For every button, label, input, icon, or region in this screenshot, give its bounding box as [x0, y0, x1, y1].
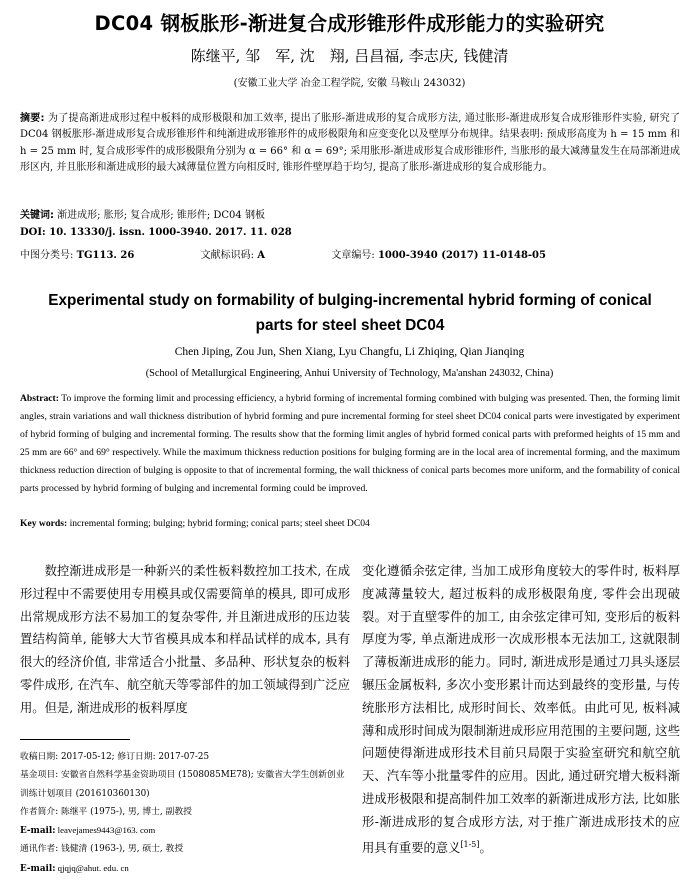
english-affiliation: (School of Metallurgical Engineering, Anhui University of Technology, Ma'anshan 243032, China) [145, 368, 554, 379]
english-keywords-label: Key words: [20, 518, 68, 529]
article-no-label: 文章编号: [331, 250, 375, 261]
english-keywords-text: incremental forming; bulging; hybrid forming; conical parts; steel sheet DC04 [67, 518, 370, 529]
clc-value: TG113. 26 [76, 250, 135, 261]
author-info: 作者简介: 陈继平 (1975-), 男, 博士, 副教授 [20, 806, 192, 817]
corresponding-author: 通讯作者: 钱健清 (1963-), 男, 硕士, 教授 [20, 844, 184, 855]
received-date: 收稿日期: 2017-05-12; 修订日期: 2017-07-25 [20, 752, 210, 762]
english-title: Experimental study on formability of bulging-incremental hybrid forming of conical parts for steel sheet DC04 [48, 292, 652, 334]
chinese-keywords-label: 关键词: [20, 210, 54, 221]
chinese-title: DC04 钢板胀形-渐进复合成形锥形件成形能力的实验研究 [94, 12, 605, 35]
body-left-column: 数控渐进成形是一种新兴的柔性板料数控加工技术, 在成形过程中不需要使用专用模具或仅需要简单的模具, 即可成形出常规成形方法不易加工的复杂零件, 并且渐进成形的压边装置结构简单, 能够大大节省模具成本和样品试样的成本, 具有很大的经济价值, 非常适合小批量、多品种、形状复杂的板料零件成形, 在汽车、航空航天等零部件的加工领域得到广泛应用。但是, 渐进成形的板料厚度 [20, 564, 350, 715]
article-no-value: 1000-3940 (2017) 11-0148-05 [377, 250, 546, 261]
chinese-abstract-label: 摘要: [20, 113, 45, 124]
doi: DOI: 10. 13330/j. issn. 1000-3940. 2017. 11. 028 [20, 227, 292, 238]
english-authors: Chen Jiping, Zou Jun, Shen Xiang, Lyu Changfu, Li Zhiqing, Qian Jianqing [174, 346, 525, 358]
email-label-2: E-mail: [20, 863, 56, 874]
doc-code-label: 文献标识码: [200, 250, 255, 261]
email-line-1 [20, 821, 350, 840]
footnote-rule [20, 739, 130, 740]
email-2[interactable]: qjqjq@ahut. edu. cn [55, 862, 129, 873]
body-right-column [362, 560, 680, 859]
clc-label: 中图分类号: [20, 250, 74, 261]
chinese-authors: 陈继平, 邹 军, 沈 翔, 吕昌福, 李志庆, 钱健清 [190, 47, 509, 65]
body-right-end: 。 [479, 840, 492, 855]
footnotes [20, 748, 350, 878]
citation: [1-5] [460, 839, 480, 849]
chinese-abstract-text: 为了提高渐进成形过程中板料的成形极限和加工效率, 提出了胀形-渐进成形的复合成形方法, 通过胀形-渐进成形复合成形锥形件实验, 研究了 DC04 钢板胀形-渐进成形复合成形锥形件和纯渐进成形锥形件的成形极限角和应变变化以及壁厚分布规律。结果表明: 预成形高度为 h = 15 mm 和 h = 25 mm 时, 复合成形零件的成形极限角分别为 α = 66° 和 α = 69°; 采用胀形-渐进成形复合成形锥形件, 当胀形的最大减薄量发生在局部渐进成形区内, 并且胀形和渐进成形的最大减薄量位置方向相反时, 锥形件壁厚趋于均匀, 提高了胀形-渐进成形的复合成形能力。 [20, 113, 680, 174]
chinese-keywords [20, 209, 680, 223]
english-abstract [20, 390, 680, 499]
chinese-keywords-text: 渐进成形; 胀形; 复合成形; 锥形件; DC04 钢板 [54, 210, 265, 221]
chinese-affiliation: (安徽工业大学 冶金工程学院, 安徽 马鞍山 243032) [233, 78, 466, 89]
fund-info: 基金项目: 安徽省自然科学基金资助项目 (1508085ME78); 安徽省大学生创新创业训练计划项目 (201610360130) [20, 770, 345, 799]
english-abstract-text: To improve the forming limit and processing efficiency, a hybrid forming of incremental forming combined with bulging was presented. Then, the forming limit angles, strain variations and wall thickness distribution of hybrid forming and pure incremental forming for steel sheet DC04 conical parts were investigated by experiment of hybrid forming of bulging and incremental forming. The results show that the forming limit angles of hybrid formed conical parts with preformed heights of 15 mm and 25 mm are 66° and 69° respectively. While the maximum thickness reduction positions for bulging forming are in the local area of incremental forming, and the maximum thickness reduction direction of bulging is opposite to that of incremental forming, the wall thickness of conical parts becomes more uniform, and the formability of conical parts processed by hybrid forming of bulging and incremental forming could be improved. [20, 393, 680, 495]
body-right-text: 变化遵循余弦定律, 当加工成形角度较大的零件时, 板料厚度减薄量较大, 超过板料的成形极限角度, 零件会出现破裂。对于直壁零件的加工, 由余弦定律可知, 变形后的板料厚度为零, 单点渐进成形一次成形根本无法加工, 这就限制了薄板渐进成形的能力。同时, 渐进成形是通过刀具头逐层辗压金属板料, 多次小变形累计而达到最终的变形量, 与传统胀形方法相比, 成形时间长、效率低。由此可见, 板料减薄和成形时间成为限制渐进成形应用范围的主要问题, 这些问题使得渐进成形技术目前只局限于实验室研究和航空航天、汽车等小批量零件的应用。因此, 通过研究增大板料渐进成形极限和提高制件加工效率的新渐进成形方法, 比如胀形-渐进成形的复合成形方法, 对于推广渐进成形技术的应用具有重要的意义 [362, 564, 680, 855]
email-1[interactable]: leavejames9443@163. com [55, 825, 156, 836]
english-keywords [20, 518, 680, 529]
classification-line [20, 246, 680, 261]
email-line-2 [20, 859, 350, 878]
doc-code-value: A [257, 250, 265, 261]
email-label-1: E-mail: [20, 826, 56, 837]
chinese-abstract [20, 111, 680, 177]
english-abstract-label: Abstract: [20, 393, 59, 404]
